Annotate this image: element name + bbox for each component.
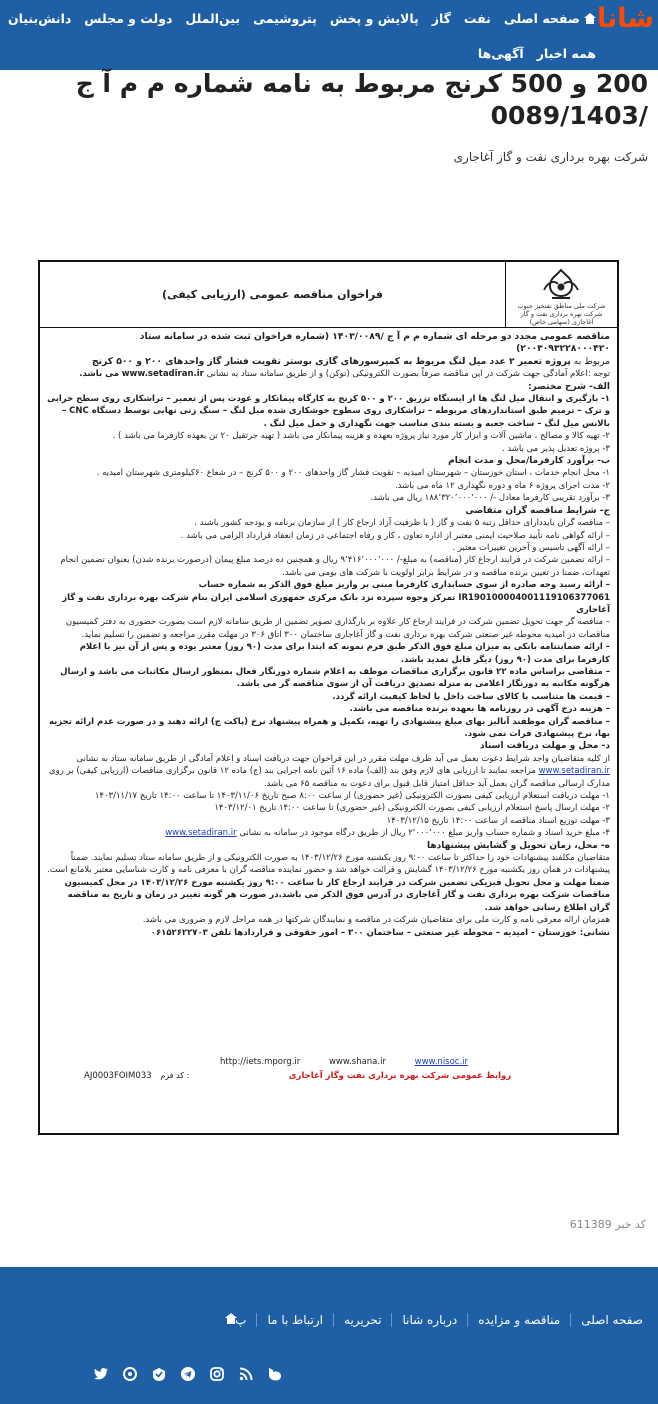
instagram-icon[interactable]	[208, 1365, 226, 1383]
document-links	[220, 1057, 494, 1067]
document-header	[40, 262, 617, 328]
section-c-heading: ج- شرایط مناقصه گران متقاضی	[465, 505, 610, 516]
section-c-item: – ارائه آگهی تاسیس و آخرین تغییرات معتبر .	[452, 542, 610, 553]
nav-item-refining[interactable]: پالایش و پخش	[329, 10, 419, 26]
site-footer	[0, 1267, 658, 1404]
rss-icon[interactable]	[237, 1365, 255, 1383]
section-c-item: – متقاضی براساس ماده ۲۲ قانون برگزاری مناقصات موظف به اعلام شماره دورنگار فعال بمنظور ارسال مکاتبات می باشد و ارسال هرگونه مکاتبه به دورنگار اعلامی به منزله تصدیق دریافت آن از سوی مناقصه گر می باشد.	[60, 666, 610, 690]
tender-number: مناقصه عمومی مجدد دو مرحله ای شماره م م آ ج /۱۴۰۳/۰۰۸۹ (شماره فراخوان ثبت شده در سامانه ستاد ۲۰۰۳۰۹۳۲۲۸۰۰۰۴۲۰)	[139, 331, 610, 355]
section-b-heading: ب- برآورد کارفرما/محل و مدت انجام	[448, 456, 610, 467]
nav-item-international[interactable]: بین‌الملل	[185, 10, 241, 26]
footer-menu	[225, 1313, 658, 1327]
section-e-paragraph: ضمنا مهلت و محل تحویل فیزیکی تضمین شرکت در فرایند ارجاع کار تا ساعت ۹:۰۰ روز یکشنبه مورخ ۱۴۰۳/۱۲/۲۶ در محل کمیسیون مناقصات شرکت بهره برداری نفت و گاز آغاجاری در آدرس فوق الذکر می باشد.در صورت هر گونه تغییر در زمان و تاریخ به مناقصه گران اطلاع رسانی خواهد شد.	[64, 877, 610, 913]
section-b-item: ۲- مدت اجرای پروژه ۶ ماه و دوره نگهداری ۱۲ ماه می باشد.	[394, 480, 610, 491]
nisoc-logo-text: شرکت ملی مناطق نفتخیز جنوب شرکت بهره برداری نفت و گاز آغاجاری (سهامی خاص)	[517, 302, 606, 326]
news-code: کد خبر 611389	[569, 1218, 646, 1231]
tender-document	[38, 260, 619, 1135]
nav-item-all-news[interactable]: همه اخبار	[536, 45, 596, 61]
twitter-icon[interactable]	[92, 1365, 110, 1383]
footer-link-contact[interactable]: ارتباط با ما	[256, 1313, 333, 1327]
section-c-item: – مناقصه گران بایددارای حداقل رتبه ۵ نفت و گاز ( با ظرفیت آزاد ارجاع کار ) از سازمان برنامه و بودجه کشور باشند .	[194, 518, 610, 529]
section-d-intro: از کلیه متقاضیان واجد شرایط دعوت بعمل می آید ظرف مهلت مقرر در این فراخوان جهت دریافت اسناد و اعلام آمادگی از طریق سامانه ستاد به نشانی www.setadiran.ir مراجعه نمایند تا ارزیابی های لازم وفق بند (الف) ماده ۱۶ آئین نامه اجرایی بند (ج) ماده ۱۲ قانون برگزاری مناقصات (ارزیابی کیفی) بر روی مدارک ارسالی مناقصه گران بعمل آید حداقل امتیاز قابل قبول برای دعوت به مناقصه ۶۵ می باشد.	[49, 753, 610, 789]
footer-link-editorial[interactable]: تحریریه	[333, 1313, 391, 1327]
public-relations-signature: روابط عمومی شرکت بهره برداری نفت وگاز آغاجاری	[288, 1071, 512, 1081]
nav-item-petrochemical[interactable]: پتروشیمی	[253, 10, 317, 26]
nav-item-knowledge-based[interactable]: دانش‌بنیان	[7, 10, 72, 26]
nav-item-home[interactable]: صفحه اصلی	[504, 11, 596, 26]
secondary-nav-row	[465, 38, 596, 68]
footer-link-tenders[interactable]: مناقصه و مزایده	[467, 1313, 570, 1327]
section-a-item: ۳- پروژه تعدیل پذیر می باشد .	[501, 443, 610, 454]
shana-link[interactable]: www.shana.ir	[328, 1057, 386, 1067]
section-c-item: – ارائه تضمین شرکت در فرایند ارجاع کار (مناقصه) به مبلغ-/ ۹٬۴۱۶٬۰۰۰٬۰۰۰ ریال و همچنین ده درصد مبلغ پیمان (درصورت برنده شدن) بعنوان تضمین انجام تعهدات، ضمنا در تعیین برنده مناقصه و در شرایط برابر اولویت با شرکت های بومی می باشد.	[60, 555, 610, 578]
setad-link[interactable]: www.setadiran.ir	[121, 369, 204, 380]
project-subject: مربوط به پروژه تعمیر ۲ عدد میل لنگ مربوط به کمپرسورهای گازی بوستر تقویت فشار گاز واحدهای ۲۰۰ و ۵۰۰ کرنج	[91, 355, 610, 367]
nav-item-gas[interactable]: گاز	[431, 10, 451, 26]
section-a-item: ۱- بارگیری و انتقال میل لنگ ها از ایستگاه تزریق ۲۰۰ و ۵۰۰ کرنج به کارگاه پیمانکار و عودت پس از تعمیر – تراشکاری روی سطح خرابی و ترک – ترمیم طبق استانداردهای مربوطه – تراشکاری روی سطوح جوشکاری شده میل لنگ – سنگ زنی نهایی توسط دستگاه CNC – بالانس میل لنگ – ساخت جعبه و بسته بندی مناسب جهت نگهداری و حمل میل لنگ .	[47, 394, 610, 429]
home-icon	[584, 13, 596, 24]
section-d-item: ۲- مهلت ارسال پاسخ استعلام ارزیابی کیفی بصورت الکترونیکی (غیر حضوری) تا ساعت ۱۴:۰۰ تاریخ ۱۴۰۳/۱۲/۰۱	[214, 803, 610, 814]
notice: توجه :اعلام آمادگی جهت شرکت در این مناقصه صرفاً بصورت الکترونیکی (توکن) و از طریق سامانه ستاد به نشانی www.setadiran.ir می باشد.	[79, 369, 610, 380]
section-d-item: ۴- مبلغ خرید اسناد و شماره حساب واریز مبلغ ۲٬۰۰۰٬۰۰۰ ریال از طریق درگاه موجود در سامانه به نشانی www.setadiran.ir	[165, 828, 610, 839]
footer-link-home[interactable]: صفحه اصلی	[570, 1313, 658, 1327]
article-title: 200 و 500 کرنج مربوط به نامه شماره م م آ ج /0089/1403	[75, 69, 648, 130]
virasty-icon[interactable]	[150, 1365, 168, 1383]
social-links	[92, 1365, 295, 1383]
section-c-item: – مناقصه گران موظفند آنالیز بهای مبلغ پیشنهادی را تهیه، تکمیل و همراه پیشنهاد نرخ (پاکت ج) ارائه دهند و در صورت عدم ارائه تجزیه بها، نرخ پیشنهادی فرات نمی شود.	[49, 716, 610, 739]
section-d-item: ۳- مهلت توزیع اسناد مناقصه از ساعت ۱۴:۰۰ تاریخ ۱۴۰۳/۱۲/۱۵	[386, 815, 610, 826]
setad-link[interactable]: www.setadiran.ir	[165, 828, 237, 839]
bale-icon[interactable]	[266, 1365, 284, 1383]
aparat-icon[interactable]	[121, 1365, 139, 1383]
form-code: AJ0003FOIM033 کد فرم :	[84, 1071, 190, 1081]
nav-item-ads[interactable]: آگهی‌ها	[477, 45, 524, 61]
site-logo[interactable]: شانا	[597, 3, 654, 34]
section-c-item: – ارائه رسید وجه صادره از سوی حسابداری کارفرما مبنی بر واریز مبلغ فوق الذکر به شماره حساب IR190100004001119106377061 تمرکز وجوه سپرده نزد بانک مرکزی جمهوری اسلامی ایران بنام شرکت بهره برداری نفت و گاز آغاجاری	[62, 580, 610, 615]
section-b-item: ۳- برآورد تقریبی کارفرما معادل -/ ۱۸۸٬۳۲۰٬۰۰۰٬۰۰۰ ریال می باشد.	[370, 493, 610, 504]
section-d-heading: د- محل و مهلت دریافت اسناد	[479, 741, 610, 752]
section-c-item: – قیمت ها متناسب با کالای ساخت داخل با لحاظ کیفیت ارائه گردد.	[332, 691, 610, 702]
document-body	[40, 328, 617, 939]
footer-link-about[interactable]: درباره شانا	[391, 1313, 467, 1327]
section-e-paragraph: متقاضیان مکلفند پیشنهادات خود را حداکثر تا ساعت ۹:۰۰ روز یکشنبه مورخ ۱۴۰۳/۱۲/۲۶ به صورت الکترونیکی و از طریق سامانه ستاد تسلیم نمایند. ضمناً پیشنهادات در همان روز یکشنبه مورخ ۱۴۰۳/۱۲/۲۶ گشایش و قرائت خواهد شد و حضور نماینده مناقصه گران با معرفی نامه و کارت شناسایی معتبر بلامانع است.	[47, 853, 610, 876]
setad-link[interactable]: www.setadiran.ir	[538, 766, 610, 777]
section-c-item: – مناقصه گر جهت تحویل تضمین شرکت در فرایند ارجاع کار علاوه بر بارگذاری تصویر تضمین از طریق سامانه لازم است بصورت حضوری به دفتر کمیسیون مناقصات در امیدیه محوطه غیر صنعتی شرکت بهره برداری نفت و گاز آغاجاری ساختمان ۳۰۰ اتاق ۳۰۶ در مهلت مقرر مراجعه و تضمین را تسلیم نماید.	[65, 617, 610, 640]
section-c-item: – ارائه ضمانتنامه بانکی به میزان مبلغ فوق الذکر طبق فرم نمونه که ابتدا برای مدت (۹۰ روز) معتبر بوده و پس از آن نیز با اعلام کارفرما برای مدت (۹۰ روز) دیگر قابل تمدید باشد.	[79, 642, 610, 665]
section-a-item: ۲- تهیه کالا و مصالح ، ماشین آلات و ابزار کار مورد نیاز پروژه بعهده و هزینه پیمانکار می باشد ( تهیه جرثقیل ۲۰ تن بعهده کارفرما می باشد ) .	[112, 431, 610, 442]
top-navigation	[0, 0, 658, 70]
section-d-item: ۱- مهلت دریافت استعلام ارزیابی کیفی بصورت الکترونیکی (غیر حضوری) از ساعت ۸:۰۰ صبح تاریخ ۱۴۰۳/۱۱/۰۶ تا ساعت ۱۴:۰۰ تاریخ ۱۴۰۳/۱۱/۱۷	[94, 791, 610, 802]
section-e-paragraph: همزمان ارائه معرفی نامه و کارت ملی برای متقاضیان شرکت در مناقصه و نمایندگان شرکتها در همه مراحل لازم و ضروری می باشد.	[142, 915, 610, 926]
section-e-heading: ه- محل، زمان تحویل و گشایش پیشنهادها	[426, 840, 610, 851]
section-b-item: ۱- محل انجام خدمات ، استان خوزستان – شهرستان امیدیه – تقویت فشار گاز واحدهای ۲۰۰ و ۵۰۰ کرنج – در شعاع ۶۰کیلومتری شهرستان امیدیه .	[96, 468, 610, 479]
mporg-link[interactable]: http://iets.mporg.ir	[220, 1057, 301, 1067]
contact-address: نشانی: خوزستان – امیدیه – محوطه غیر صنعتی – ساختمان ۳۰۰ – امور حقوقی و قراردادها تلفن ۰۶۱۵۲۶۲۲۷۰۳	[150, 927, 610, 938]
article-company: شرکت بهره برداری نفت و گاز آغاجاری	[453, 150, 648, 164]
nisoc-link[interactable]: www.nisoc.ir	[414, 1057, 469, 1067]
nav-item-oil[interactable]: نفت	[463, 10, 491, 26]
nav-item-government[interactable]: دولت و مجلس	[84, 10, 173, 26]
nisoc-emblem-icon	[538, 268, 584, 300]
section-c-item: – ارائه گواهی نامه تأیید صلاحیت ایمنی معتبر از اداره تعاون ، کار و رفاه اجتماعی در زمان انعقاد قرارداد الزامی می باشد .	[180, 530, 610, 541]
main-nav-row	[0, 3, 596, 33]
section-a-heading: الف- شرح مختصر:	[528, 381, 610, 392]
section-c-item: – هزینه درج آگهی در روزنامه ها بعهده برنده مناقصه می باشد.	[349, 704, 610, 715]
telegram-icon[interactable]	[179, 1365, 197, 1383]
nisoc-logo	[505, 262, 617, 327]
footer-link-more[interactable]: پ	[235, 1313, 247, 1327]
document-header-title: فراخوان مناقصه عمومی (ارزیابی کیفی)	[162, 288, 383, 301]
